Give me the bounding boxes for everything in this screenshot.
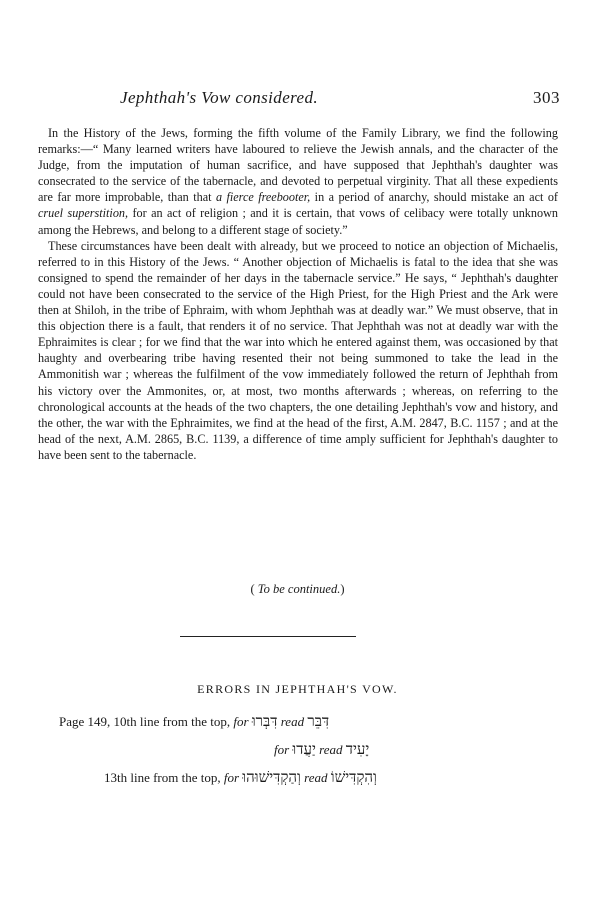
body-text (38, 125, 558, 463)
paragraph-1-text-b: in a period of anarchy, should mistake an act of (310, 190, 558, 205)
errata-line-1 (59, 712, 329, 731)
italic-phrase-superstition: cruel superstition, (38, 206, 129, 221)
hebrew-wrong-3: וְהַקְדִּישׁוּהוּ (242, 768, 301, 786)
paragraph-1-text-c: for an act of religion ; and it is certain, that vows of celibacy were totally unknown among the Hebrews, and belong to a different stage of society.” (38, 206, 558, 237)
paragraph-1 (38, 125, 558, 238)
errata-line-3-prefix: 13th line from the top, (104, 770, 221, 785)
page-number: 303 (533, 88, 560, 107)
hebrew-wrong-1: דִּבְּרוּ (251, 712, 278, 730)
section-divider (180, 636, 356, 637)
read-label: read (280, 714, 305, 729)
hebrew-right-3: וְהִקְדִּישׁוֹ (330, 768, 377, 786)
paragraph-2: These circumstances have been dealt with already, but we proceed to notice an objection of Michaelis, referred to in this History of the Jews. “ Another objection of Michaelis is fatal to the idea that she was consigned to spend the remainder of her days in the tabernacle service.” He says, “ Jephthah's daughter could not have been consecrated to the service of the High Priest, for the High Priest and the Ark were then at Shiloh, in the tribe of Ephraim, with whom Jephthah was at deadly war.” We must observe, that in this objection there is a fault, that renders it of no service. That Jephthah was not at deadly war with the Ephraimites is clear ; for we find that the war into which he entered against them, was occasioned by that haughty and overbearing tribe having resented their not being summoned to take the lead in the Ammonitish war ; whereas the fulfilment of the vow immediately followed the return of Jephthah from his victory over the Ammonites, or, at most, two months afterwards ; whereas, on referring to the chronological accounts at the heads of the two chapters, the one detailing Jephthah's vow and history, and the other, the war with the Ephraimites, we find at the head of the first, A.M. 2847, B.C. 1157 ; and at the head of the next, A.M. 2865, B.C. 1139, a difference of time amply sufficient for Jephthah's daughter to have been sent to the tabernacle. (38, 238, 558, 462)
read-label: read (304, 770, 328, 785)
read-label: read (319, 742, 343, 757)
errata-line-1-prefix: Page 149, 10th line from the top, (59, 714, 231, 729)
paragraph-1-text-a: In the History of the Jews, forming the fifth volume of the Family Library, we find the following remarks:—“ Many learned writers have laboured to relieve the Jewish annals, and the character of the Judge, from the imputation of human sacrifice, and have supposed that Jephthah's daughter was consecrated to the service of the tabernacle, and devoted to perpetual virginity. That all these expedients are far more improbable, than that (38, 126, 558, 205)
page-header (38, 88, 560, 110)
for-label: for (274, 742, 290, 757)
hebrew-right-1: דִּבֵּר (307, 712, 330, 730)
hebrew-right-2: יָעִיד (345, 740, 370, 758)
running-title: Jephthah's Vow considered. (120, 88, 319, 107)
hebrew-wrong-2: יַעֲדוּ (292, 740, 316, 758)
for-label: for (233, 714, 249, 729)
italic-phrase-freebooter: a fierce freebooter, (215, 190, 311, 205)
for-label: for (223, 770, 240, 785)
errata-title: ERRORS IN JEPHTHAH'S VOW. (197, 682, 398, 696)
errata-line-3 (104, 768, 377, 787)
continuation-text: To be continued. (257, 582, 341, 596)
continuation-note: ( To be continued.) (250, 582, 345, 596)
errata-line-2 (274, 740, 369, 759)
